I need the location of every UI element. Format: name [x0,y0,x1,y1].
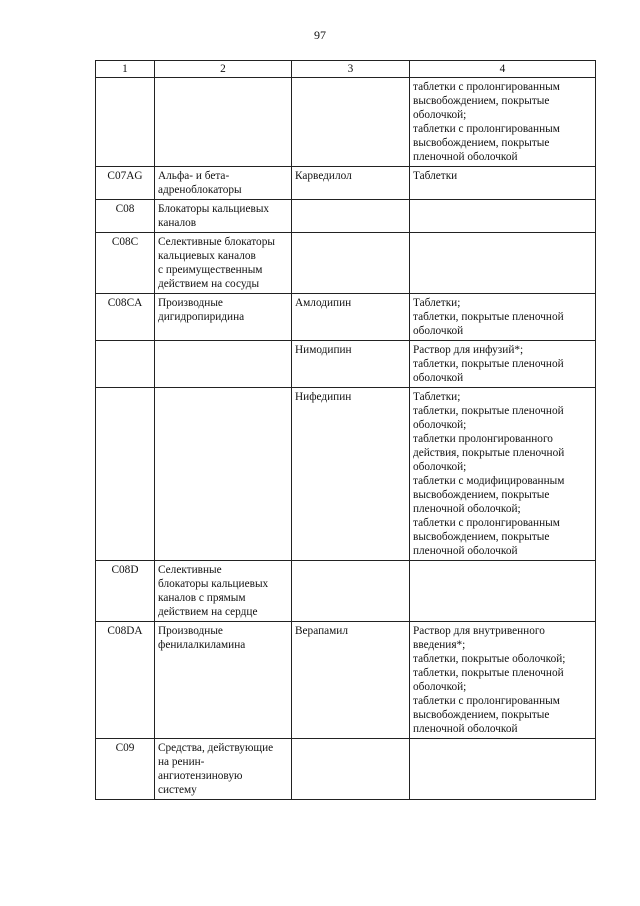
group-line: Производные [158,625,223,637]
drug-name-cell [292,739,410,800]
column-header: 3 [292,61,410,78]
dosage-form-line: оболочкой [413,325,464,337]
dosage-form-line: таблетки пролонгированного [413,433,553,445]
drug-name-cell: Верапамил [292,622,410,739]
dosage-forms-cell [410,388,596,561]
dosage-form-line: оболочкой; [413,681,467,693]
dosage-form-line: таблетки с пролонгированным [413,123,560,135]
dosage-form-line: действия, покрытые пленочной [413,447,565,459]
atc-code-cell [96,78,155,167]
dosage-form-line: таблетки с модифицированным [413,475,565,487]
drug-name-cell [292,561,410,622]
dosage-form-line: пленочной оболочкой; [413,503,521,515]
dosage-form-line: оболочкой [413,372,464,384]
group-line: действием на сердце [158,606,258,618]
dosage-form-line: Таблетки; [413,391,461,403]
group-line: каналов с прямым [158,592,246,604]
column-header: 4 [410,61,596,78]
dosage-forms-cell [410,200,596,233]
page-number: 97 [314,28,326,42]
dosage-forms-cell [410,233,596,294]
drug-name-cell [292,233,410,294]
dosage-form-line: Таблетки; [413,297,461,309]
group-line: блокаторы кальциевых [158,578,269,590]
anatomical-group-cell [155,294,292,341]
dosage-forms-cell [410,341,596,388]
atc-code-cell: C08C [96,233,155,294]
group-line: Селективные [158,564,222,576]
dosage-form-line: таблетки с пролонгированным [413,517,560,529]
table-row [96,341,596,388]
atc-code-cell [96,341,155,388]
drug-name-cell: Амлодипин [292,294,410,341]
dosage-form-line: таблетки, покрытые пленочной [413,358,564,370]
dosage-form-line: таблетки с пролонгированным [413,81,560,93]
table-row [96,233,596,294]
dosage-form-line: пленочной оболочкой [413,545,518,557]
column-header: 1 [96,61,155,78]
dosage-form-line: Раствор для внутривенного [413,625,545,637]
anatomical-group-cell [155,561,292,622]
group-line: дигидропиридина [158,311,245,323]
table-row [96,200,596,233]
dosage-forms-cell [410,622,596,739]
drug-name-cell [292,78,410,167]
drug-name-cell [292,200,410,233]
anatomical-group-cell [155,233,292,294]
column-header: 2 [155,61,292,78]
group-line: Средства, действующие [158,742,274,754]
group-line: Производные [158,297,223,309]
dosage-form-line: высвобождением, покрытые [413,489,550,501]
group-line: каналов [158,217,197,229]
anatomical-group-cell [155,200,292,233]
dosage-form-line: высвобождением, покрытые [413,709,550,721]
group-line: адреноблокаторы [158,184,242,196]
group-line: систему [158,784,197,796]
dosage-form-line: таблетки, покрытые оболочкой; [413,653,566,665]
group-line: ангиотензиновую [158,770,243,782]
dosage-form-line: высвобождением, покрытые [413,531,550,543]
dosage-forms-cell [410,739,596,800]
table-row [96,561,596,622]
atc-code-cell [96,388,155,561]
dosage-form-line: оболочкой; [413,419,467,431]
table-row [96,294,596,341]
anatomical-group-cell [155,388,292,561]
dosage-form-line: Раствор для инфузий*; [413,344,524,356]
group-line: на ренин- [158,756,205,768]
group-line: Селективные блокаторы [158,236,275,248]
dosage-form-line: пленочной оболочкой [413,151,518,163]
group-line: кальциевых каналов [158,250,256,262]
group-line: фенилалкиламина [158,639,246,651]
table-row [96,167,596,200]
dosage-form-line: Таблетки [413,170,458,182]
table-body [96,78,596,800]
group-line: с преимущественным [158,264,263,276]
dosage-form-line: оболочкой; [413,461,467,473]
dosage-forms-cell [410,561,596,622]
anatomical-group-cell [155,167,292,200]
dosage-form-line: высвобождением, покрытые [413,95,550,107]
drug-name-cell: Карведилол [292,167,410,200]
dosage-form-line: пленочной оболочкой [413,723,518,735]
drug-table [95,60,596,800]
dosage-form-line: таблетки, покрытые пленочной [413,667,564,679]
table-row [96,388,596,561]
table-header-row [96,61,596,78]
dosage-form-line: таблетки с пролонгированным [413,695,560,707]
dosage-form-line: таблетки, покрытые пленочной [413,311,564,323]
group-line: Блокаторы кальциевых [158,203,270,215]
dosage-form-line: таблетки, покрытые пленочной [413,405,564,417]
dosage-form-line: оболочкой; [413,109,467,121]
anatomical-group-cell [155,341,292,388]
group-line: Альфа- и бета- [158,170,230,182]
dosage-form-line: введения*; [413,639,466,651]
group-line: действием на сосуды [158,278,260,290]
atc-code-cell: C07AG [96,167,155,200]
anatomical-group-cell [155,78,292,167]
drug-name-cell: Нифедипин [292,388,410,561]
table-row [96,739,596,800]
anatomical-group-cell [155,739,292,800]
atc-code-cell: C08 [96,200,155,233]
anatomical-group-cell [155,622,292,739]
table-row [96,78,596,167]
dosage-forms-cell [410,167,596,200]
dosage-forms-cell [410,294,596,341]
dosage-form-line: высвобождением, покрытые [413,137,550,149]
atc-code-cell: C08D [96,561,155,622]
atc-code-cell: C09 [96,739,155,800]
atc-code-cell: C08DA [96,622,155,739]
atc-code-cell: C08CA [96,294,155,341]
table-row [96,622,596,739]
dosage-forms-cell [410,78,596,167]
drug-name-cell: Нимодипин [292,341,410,388]
